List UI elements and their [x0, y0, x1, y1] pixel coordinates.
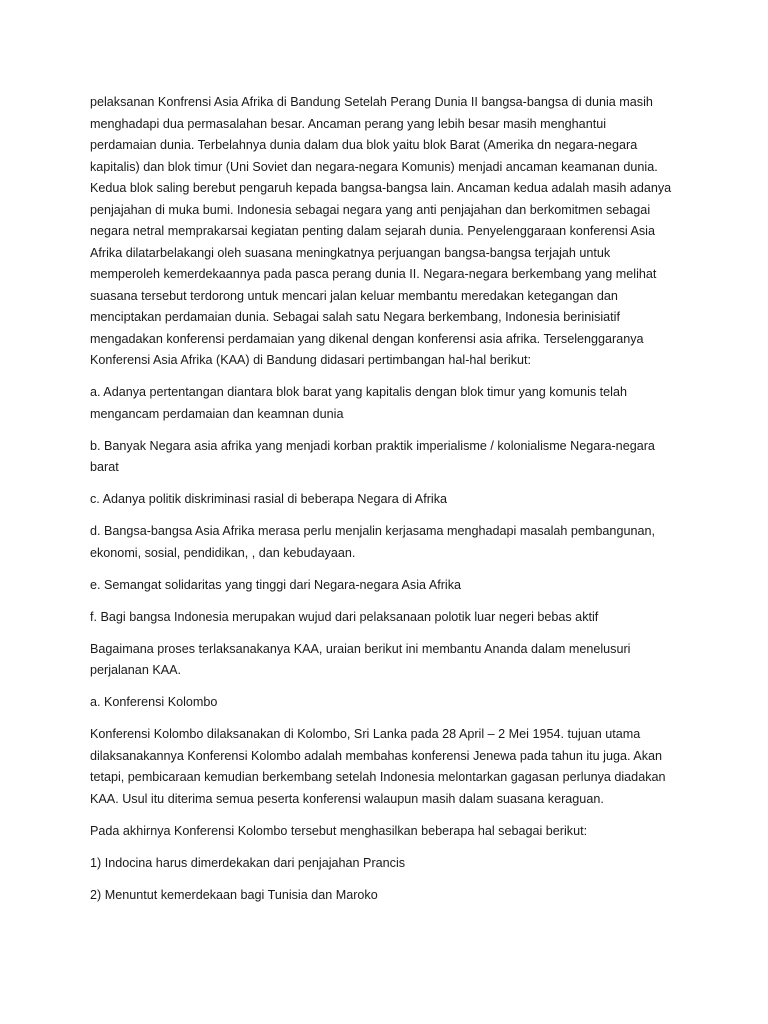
list-item-b: b. Banyak Negara asia afrika yang menjadi korban praktik imperialisme / kolonialisme Negara-negara barat — [90, 438, 655, 474]
paragraph-intro: pelaksanan Konfrensi Asia Afrika di Bandung Setelah Perang Dunia II bangsa-bangsa di dunia masih menghadapi dua permasalahan besar. Ancaman perang yang lebih besar masih menghantui perdamaian dunia. Terbelahnya dunia dalam dua blok yaitu blok Barat (Amerika dn negara-negara kapitalis) dan blok timur (Uni Soviet dan negara-negara Komunis) menjadi ancaman keamanan dunia. Kedua blok saling berebut pengaruh kepada bangsa-bangsa lain. Ancaman kedua adalah masih adanya penjajahan di muka bumi. Indonesia sebagai negara yang anti penjajahan dan berkomitmen sebagai negara netral memprakarsai kegiatan penting dalam sejarah dunia. Penyelenggaraan konferensi Asia Afrika dilatarbelakangi oleh suasana meningkatnya perjuangan bangsa-bangsa terjajah untuk memperoleh kemerdekaannya pada pasca perang dunia II. Negara-negara berkembang yang melihat suasana tersebut terdorong untuk mencari jalan keluar membantu meredakan ketegangan dan menciptakan perdamaian dunia. Sebagai salah satu Negara berkembang, Indonesia berinisiatif mengadakan konferensi perdamaian yang dikenal dengan konferensi asia afrika. Terselenggaranya Konferensi Asia Afrika (KAA) di Bandung didasari pertimbangan hal-hal berikut: — [90, 95, 672, 367]
paragraph-kolombo: Konferensi Kolombo dilaksanakan di Kolombo, Sri Lanka pada 28 April – 2 Mei 1954. tujuan utama dilaksanakannya Konferensi Kolombo adalah membahas konferensi Jenewa pada tahun itu juga. Akan tetapi, pembicaraan kemudian berkembang setelah Indonesia melontarkan gagasan perlunya diadakan KAA. Usul itu diterima semua peserta konferensi walaupun masih dalam suasana keraguan. — [90, 727, 666, 806]
paragraph-process: Bagaimana proses terlaksanakanya KAA, uraian berikut ini membantu Ananda dalam menelusuri perjalanan KAA. — [90, 641, 631, 677]
result-item-1: 1) Indocina harus dimerdekakan dari penjajahan Prancis — [90, 855, 406, 870]
list-item-f: f. Bagi bangsa Indonesia merupakan wujud dari pelaksanaan polotik luar negeri bebas aktif — [90, 609, 599, 624]
document-body — [90, 92, 675, 917]
paragraph-results-intro: Pada akhirnya Konferensi Kolombo tersebut menghasilkan beberapa hal sebagai berikut: — [90, 823, 588, 838]
result-item-2: 2) Menuntut kemerdekaan bagi Tunisia dan Maroko — [90, 887, 378, 902]
section-heading-kolombo: a. Konferensi Kolombo — [90, 695, 218, 709]
list-item-d: d. Bangsa-bangsa Asia Afrika merasa perlu menjalin kerjasama menghadapi masalah pembangunan, ekonomi, sosial, pendidikan, , dan kebudayaan. — [90, 524, 655, 560]
list-item-c: c. Adanya politik diskriminasi rasial di beberapa Negara di Afrika — [90, 492, 448, 506]
list-item-a: a. Adanya pertentangan diantara blok barat yang kapitalis dengan blok timur yang komunis telah mengancam perdamaian dan keamnan dunia — [90, 385, 627, 421]
list-item-e: e. Semangat solidaritas yang tinggi dari Negara-negara Asia Afrika — [90, 577, 462, 592]
